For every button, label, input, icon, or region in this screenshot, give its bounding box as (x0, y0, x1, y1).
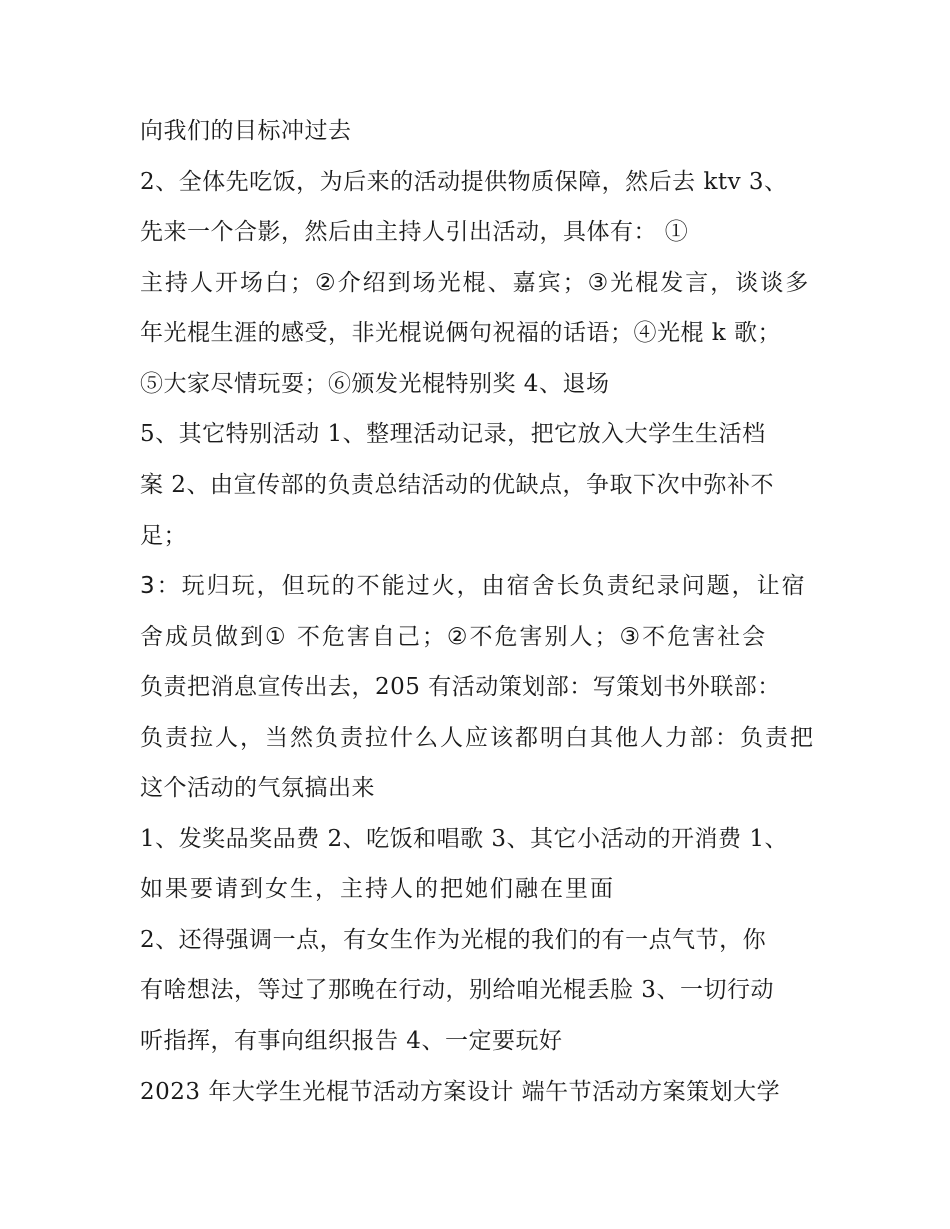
text-line-6: ⑤大家尽情玩耍；⑥颁发光棍特别奖 4、退场 (140, 371, 610, 397)
text-line-19: 听指挥，有事向组织报告 4、一定要玩好 (140, 1028, 563, 1054)
text-line-20: 2023 年大学生光棍节活动方案设计 端午节活动方案策划大学 (140, 1079, 781, 1105)
text-line-3: 先来一个合影，然后由主持人引出活动，具体有： ① (140, 219, 689, 245)
text-line-12: 负责把消息宣传出去，205 有活动策划部：写策划书外联部： (140, 674, 781, 700)
text-line-11: 舍成员做到① 不危害自己；②不危害别人；③不危害社会 (140, 624, 768, 650)
text-line-13: 负责拉人，当然负责拉什么人应该都明白其他人力部：负责把 (140, 725, 815, 751)
text-line-4: 主持人开场白；②介绍到场光棍、嘉宾；③光棍发言，谈谈多 (140, 270, 811, 296)
text-line-18: 有啥想法，等过了那晚在行动，别给咱光棍丢脸 3、一切行动 (140, 977, 774, 1003)
text-line-16: 如果要请到女生，主持人的把她们融在里面 (140, 876, 615, 902)
text-line-10: 3：玩归玩，但玩的不能过火，由宿舍长负责纪录问题，让宿 (140, 573, 807, 599)
text-line-8: 案 2、由宣传部的负责总结活动的优缺点，争取下次中弥补不 (140, 472, 774, 498)
text-line-5: 年光棍生涯的感受，非光棍说俩句祝福的话语；④光棍 k 歌； (140, 320, 782, 346)
text-line-17: 2、还得强调一点，有女生作为光棍的我们的有一点气节，你 (140, 927, 767, 953)
text-line-1: 向我们的目标冲过去 (140, 118, 352, 144)
text-line-15: 1、发奖品奖品费 2、吃饭和唱歌 3、其它小活动的开消费 1、 (140, 826, 788, 852)
text-line-9: 足； (140, 523, 187, 549)
text-line-2: 2、全体先吃饭，为后来的活动提供物质保障，然后去 ktv 3、 (140, 169, 788, 195)
text-line-7: 5、其它特别活动 1、整理活动记录，把它放入大学生生活档 (140, 421, 766, 447)
text-line-14: 这个活动的气氛搞出来 (140, 775, 375, 801)
